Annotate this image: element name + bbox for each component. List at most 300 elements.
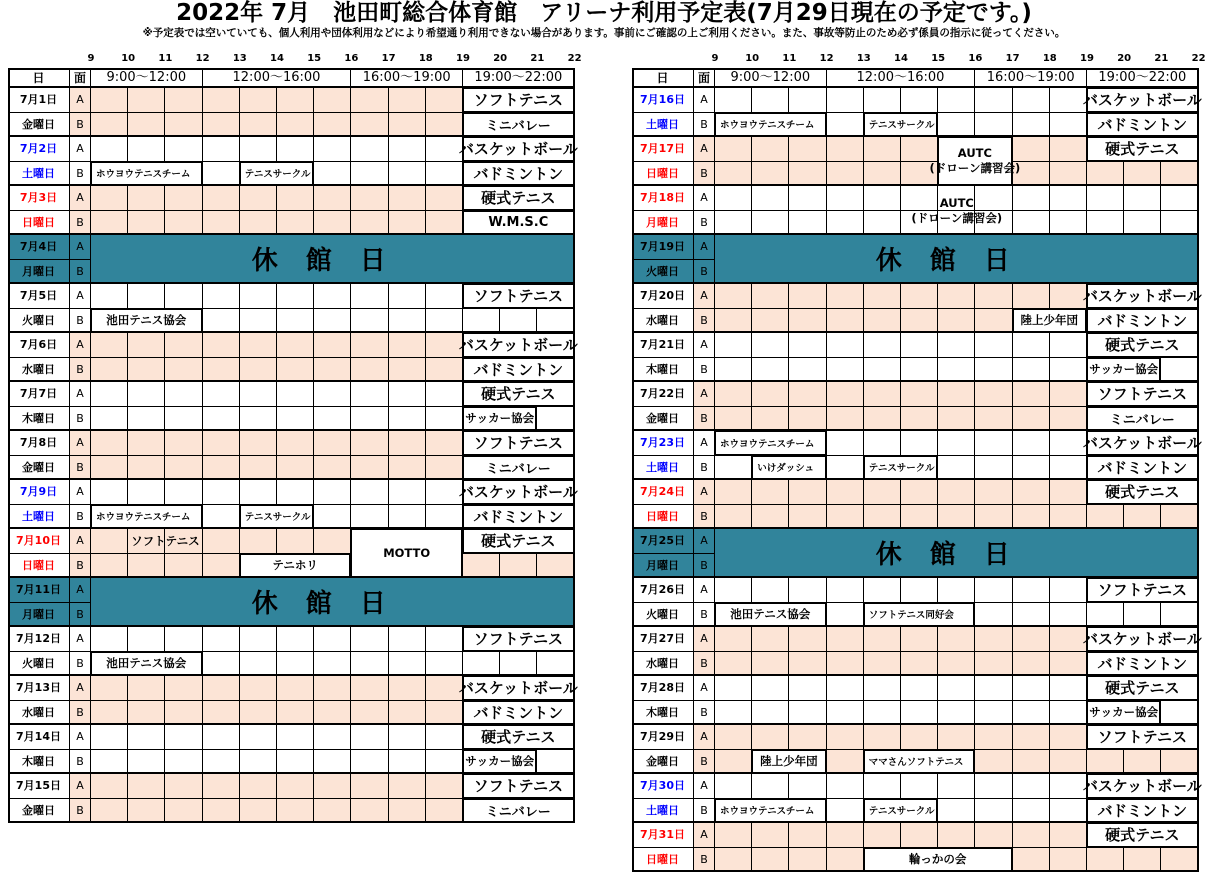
time-cell — [314, 162, 351, 187]
time-cell — [901, 725, 938, 750]
time-cell — [203, 676, 240, 701]
time-cell — [864, 358, 901, 383]
time-cell — [203, 284, 240, 309]
time-cell — [537, 554, 574, 579]
hour-label: 11 — [158, 53, 173, 64]
time-cell — [426, 358, 463, 383]
booking-block — [1087, 652, 1199, 677]
usage-notice: ※予定表では空いていても、個人利用や団体利用などにより希望通り利用できない場合があります。事前にご確認の上ご利用ください。また、事故等防止のため必ず係員の指示に従ってください。 — [142, 27, 1066, 39]
booking-block — [463, 88, 575, 113]
time-cell — [975, 750, 1012, 775]
time-cell — [203, 480, 240, 505]
time-cell — [715, 309, 752, 334]
time-cell — [203, 750, 240, 775]
time-cell — [827, 627, 864, 652]
hour-label: 19 — [1080, 53, 1094, 64]
face-a: A — [694, 186, 715, 211]
time-cell — [1050, 725, 1087, 750]
time-cell — [938, 701, 975, 726]
booking-label: テニスサークル — [868, 806, 935, 818]
face-b: B — [70, 358, 91, 383]
time-cell — [277, 799, 314, 824]
time-cell — [91, 480, 128, 505]
time-cell — [240, 750, 277, 775]
face-b: B — [694, 505, 715, 530]
day-weekday: 日曜日 — [8, 554, 70, 579]
booking-label: 硬式テニス — [1105, 679, 1180, 698]
time-cell — [715, 578, 752, 603]
header-slot: 9:00～12:00 — [91, 68, 203, 88]
time-cell — [1050, 137, 1087, 162]
booking-block — [1087, 137, 1199, 162]
time-cell — [1050, 382, 1087, 407]
booking-block — [463, 456, 575, 481]
time-cell — [128, 701, 165, 726]
time-cell — [1013, 505, 1050, 530]
booking-label: バドミントン — [473, 703, 564, 722]
day-date: 7月21日 — [632, 333, 694, 358]
booking-label: サッカー協会 — [1089, 705, 1159, 720]
time-cell — [715, 137, 752, 162]
time-cell — [752, 333, 789, 358]
time-cell — [938, 431, 975, 456]
booking-block — [463, 505, 575, 530]
time-cell — [1087, 162, 1124, 187]
booking-label-sub: (ドローン講習会) — [911, 210, 1003, 225]
time-cell — [789, 211, 826, 236]
time-cell — [1050, 578, 1087, 603]
header-slot: 16:00～19:00 — [351, 68, 463, 88]
header-slot: 9:00～12:00 — [715, 68, 827, 88]
time-cell — [165, 382, 202, 407]
face-b: B — [694, 750, 715, 775]
face-b: B — [70, 505, 91, 530]
booking-label: バスケットボール — [1082, 91, 1202, 110]
booking-block — [864, 113, 938, 138]
time-cell — [128, 431, 165, 456]
time-cell — [389, 799, 426, 824]
time-cell — [752, 88, 789, 113]
time-cell — [1050, 505, 1087, 530]
time-cell — [715, 823, 752, 848]
day-weekday: 水曜日 — [632, 652, 694, 677]
time-cell — [827, 505, 864, 530]
booking-label: ソフトテニス — [473, 434, 563, 453]
time-cell — [1050, 333, 1087, 358]
time-cell — [827, 137, 864, 162]
time-cell — [351, 382, 388, 407]
booking-block — [864, 456, 938, 481]
booking-block — [1082, 627, 1202, 652]
time-cell — [715, 652, 752, 677]
hour-label: 21 — [1154, 53, 1169, 64]
time-cell — [240, 358, 277, 383]
time-cell — [351, 774, 388, 799]
day-weekday: 金曜日 — [632, 407, 694, 432]
day-weekday: 月曜日 — [632, 554, 694, 579]
time-cell — [975, 407, 1012, 432]
time-cell — [277, 88, 314, 113]
time-cell — [240, 382, 277, 407]
day-date: 7月29日 — [632, 725, 694, 750]
time-cell — [1087, 505, 1124, 530]
day-date: 7月25日 — [632, 529, 694, 554]
time-cell — [314, 88, 351, 113]
time-cell — [389, 774, 426, 799]
face-a: A — [694, 676, 715, 701]
time-cell — [752, 186, 789, 211]
time-cell — [537, 750, 574, 775]
time-cell — [240, 529, 277, 554]
day-date: 7月3日 — [8, 186, 70, 211]
time-cell — [715, 333, 752, 358]
time-cell — [463, 652, 500, 677]
booking-label: バドミントン — [1097, 311, 1188, 330]
time-cell — [975, 88, 1012, 113]
booking-block — [864, 603, 976, 628]
time-cell — [1050, 284, 1087, 309]
time-cell — [864, 774, 901, 799]
time-cell — [864, 137, 901, 162]
time-cell — [351, 113, 388, 138]
booking-block — [1087, 113, 1199, 138]
time-cell — [827, 823, 864, 848]
time-cell — [1050, 676, 1087, 701]
time-cell — [1050, 848, 1087, 873]
time-cell — [938, 627, 975, 652]
hour-label: 16 — [344, 53, 359, 64]
face-a: A — [70, 431, 91, 456]
booking-block — [91, 309, 203, 334]
time-cell — [975, 333, 1012, 358]
hour-label: 15 — [931, 53, 946, 64]
face-b: B — [70, 750, 91, 775]
time-cell — [1050, 750, 1087, 775]
time-cell — [426, 505, 463, 530]
time-cell — [864, 431, 901, 456]
time-cell — [1124, 186, 1161, 211]
day-date: 7月31日 — [632, 823, 694, 848]
time-cell — [901, 309, 938, 334]
hour-label: 9 — [87, 53, 95, 64]
time-cell — [389, 113, 426, 138]
time-cell — [1087, 848, 1124, 873]
face-b: B — [70, 113, 91, 138]
time-cell — [975, 456, 1012, 481]
time-cell — [715, 382, 752, 407]
time-cell — [938, 382, 975, 407]
time-cell — [389, 505, 426, 530]
time-cell — [864, 88, 901, 113]
time-cell — [389, 186, 426, 211]
booking-label: バドミントン — [473, 164, 564, 183]
time-cell — [715, 701, 752, 726]
time-cell — [240, 701, 277, 726]
time-cell — [165, 333, 202, 358]
time-cell — [277, 627, 314, 652]
time-cell — [1161, 701, 1198, 726]
time-cell — [864, 382, 901, 407]
face-a: A — [694, 627, 715, 652]
day-weekday: 土曜日 — [632, 113, 694, 138]
day-weekday: 火曜日 — [8, 652, 70, 677]
time-cell — [827, 456, 864, 481]
time-cell — [165, 137, 202, 162]
day-date: 7月4日 — [8, 235, 70, 260]
face-a: A — [70, 186, 91, 211]
time-cell — [240, 676, 277, 701]
time-cell — [827, 774, 864, 799]
booking-label: テニホリ — [272, 558, 318, 573]
time-cell — [864, 309, 901, 334]
time-cell — [715, 676, 752, 701]
time-cell — [789, 284, 826, 309]
time-cell — [203, 431, 240, 456]
header-slot: 12:00～16:00 — [203, 68, 352, 88]
time-cell — [864, 407, 901, 432]
booking-block — [463, 725, 575, 750]
time-cell — [789, 88, 826, 113]
face-a: A — [70, 137, 91, 162]
hour-label: 21 — [530, 53, 545, 64]
time-cell — [203, 88, 240, 113]
time-cell — [351, 750, 388, 775]
face-b: B — [70, 407, 91, 432]
time-cell — [1050, 799, 1087, 824]
time-cell — [351, 407, 388, 432]
hour-label: 18 — [1042, 53, 1057, 64]
day-date: 7月11日 — [8, 578, 70, 603]
time-cell — [426, 456, 463, 481]
time-cell — [752, 578, 789, 603]
time-cell — [277, 309, 314, 334]
time-cell — [938, 309, 975, 334]
time-cell — [789, 505, 826, 530]
time-cell — [277, 113, 314, 138]
booking-block — [458, 137, 578, 162]
time-cell — [351, 284, 388, 309]
day-date: 7月26日 — [632, 578, 694, 603]
time-cell — [864, 578, 901, 603]
hour-label: 15 — [307, 53, 322, 64]
face-b: B — [694, 848, 715, 873]
time-cell — [1050, 701, 1087, 726]
time-cell — [1161, 750, 1198, 775]
face-a: A — [70, 88, 91, 113]
time-cell — [1050, 627, 1087, 652]
header-slot: 19:00～22:00 — [463, 68, 575, 88]
time-cell — [827, 162, 864, 187]
time-cell — [426, 480, 463, 505]
booking-label: 陸上少年団 — [1020, 313, 1079, 328]
time-cell — [789, 358, 826, 383]
time-cell — [351, 431, 388, 456]
time-cell — [789, 848, 826, 873]
time-cell — [203, 554, 240, 579]
time-cell — [901, 701, 938, 726]
time-cell — [277, 137, 314, 162]
day-weekday: 火曜日 — [632, 603, 694, 628]
time-cell — [91, 358, 128, 383]
time-cell — [203, 137, 240, 162]
time-cell — [715, 480, 752, 505]
time-cell — [277, 333, 314, 358]
day-date: 7月7日 — [8, 382, 70, 407]
time-cell — [938, 358, 975, 383]
time-cell — [715, 848, 752, 873]
time-cell — [827, 211, 864, 236]
time-cell — [165, 211, 202, 236]
time-cell — [715, 627, 752, 652]
time-cell — [1013, 848, 1050, 873]
booking-label: 陸上少年団 — [760, 754, 818, 769]
face-b: B — [694, 260, 715, 285]
time-cell — [389, 750, 426, 775]
time-cell — [240, 774, 277, 799]
booking-label: ホウヨウテニスチーム — [96, 169, 191, 181]
time-cell — [240, 113, 277, 138]
face-a: A — [694, 284, 715, 309]
time-cell — [389, 162, 426, 187]
hour-label: 16 — [968, 53, 983, 64]
time-cell — [203, 456, 240, 481]
time-cell — [389, 137, 426, 162]
time-cell — [864, 701, 901, 726]
day-date: 7月1日 — [8, 88, 70, 113]
time-cell — [789, 333, 826, 358]
booking-block — [1082, 284, 1202, 309]
header-slot: 19:00～22:00 — [1087, 68, 1199, 88]
face-a: A — [694, 382, 715, 407]
booking-label: バスケットボール — [1082, 630, 1202, 649]
time-cell — [351, 652, 388, 677]
time-cell — [128, 480, 165, 505]
time-cell — [1013, 578, 1050, 603]
time-cell — [715, 774, 752, 799]
time-cell — [1013, 382, 1050, 407]
time-cell — [277, 750, 314, 775]
time-cell — [1087, 211, 1124, 236]
time-cell — [240, 627, 277, 652]
time-cell — [389, 88, 426, 113]
booking-block — [864, 750, 976, 775]
face-b: B — [70, 260, 91, 285]
day-date: 7月20日 — [632, 284, 694, 309]
time-cell — [351, 480, 388, 505]
day-weekday: 日曜日 — [632, 505, 694, 530]
time-cell — [789, 382, 826, 407]
time-cell — [938, 407, 975, 432]
booking-label: ホウヨウテニスチーム — [720, 806, 815, 818]
time-cell — [1050, 211, 1087, 236]
time-cell — [901, 774, 938, 799]
time-cell — [752, 774, 789, 799]
time-cell — [827, 113, 864, 138]
time-cell — [1013, 211, 1050, 236]
time-cell — [91, 456, 128, 481]
time-cell — [165, 554, 202, 579]
time-cell — [91, 627, 128, 652]
day-weekday: 火曜日 — [8, 309, 70, 334]
time-cell — [537, 309, 574, 334]
booking-label: テニスサークル — [868, 463, 935, 475]
time-cell — [91, 676, 128, 701]
time-cell — [975, 652, 1012, 677]
time-cell — [1124, 603, 1161, 628]
booking-block — [1082, 88, 1202, 113]
time-cell — [240, 333, 277, 358]
booking-block — [458, 480, 578, 505]
booking-label: ホウヨウテニスチーム — [720, 438, 815, 450]
time-cell — [715, 211, 752, 236]
day-weekday: 火曜日 — [632, 260, 694, 285]
time-cell — [827, 652, 864, 677]
booking-label: サッカー協会 — [1089, 362, 1159, 377]
time-cell — [789, 309, 826, 334]
time-cell — [938, 88, 975, 113]
time-cell — [314, 333, 351, 358]
booking-label: MOTTO — [383, 546, 431, 560]
face-a: A — [694, 725, 715, 750]
time-cell — [827, 848, 864, 873]
time-cell — [277, 456, 314, 481]
time-cell — [1050, 186, 1087, 211]
time-cell — [91, 88, 128, 113]
time-cell — [1087, 603, 1124, 628]
face-b: B — [70, 652, 91, 677]
day-date: 7月15日 — [8, 774, 70, 799]
booking-block — [864, 848, 1013, 873]
time-cell — [314, 725, 351, 750]
face-b: B — [70, 701, 91, 726]
time-cell — [277, 676, 314, 701]
face-a: A — [694, 333, 715, 358]
time-cell — [128, 382, 165, 407]
time-cell — [91, 407, 128, 432]
time-cell — [351, 333, 388, 358]
time-cell — [901, 333, 938, 358]
face-a: A — [694, 88, 715, 113]
face-a: A — [70, 333, 91, 358]
time-cell — [1124, 162, 1161, 187]
time-cell — [203, 333, 240, 358]
day-date: 7月27日 — [632, 627, 694, 652]
header-face: 面 — [70, 68, 91, 88]
booking-block — [463, 529, 575, 554]
time-cell — [752, 652, 789, 677]
time-cell — [1013, 186, 1050, 211]
time-cell — [314, 211, 351, 236]
time-cell — [975, 774, 1012, 799]
time-cell — [389, 211, 426, 236]
time-cell — [789, 725, 826, 750]
time-cell — [389, 652, 426, 677]
time-cell — [314, 799, 351, 824]
time-cell — [975, 431, 1012, 456]
time-cell — [203, 309, 240, 334]
booking-label-sub: (ドローン講習会) — [929, 161, 1021, 175]
time-cell — [1013, 750, 1050, 775]
time-cell — [827, 725, 864, 750]
time-cell — [203, 701, 240, 726]
time-cell — [901, 407, 938, 432]
booking-block — [1087, 309, 1199, 334]
time-cell — [314, 627, 351, 652]
time-cell — [1050, 823, 1087, 848]
time-cell — [975, 309, 1012, 334]
time-cell — [1050, 162, 1087, 187]
day-weekday: 水曜日 — [632, 309, 694, 334]
